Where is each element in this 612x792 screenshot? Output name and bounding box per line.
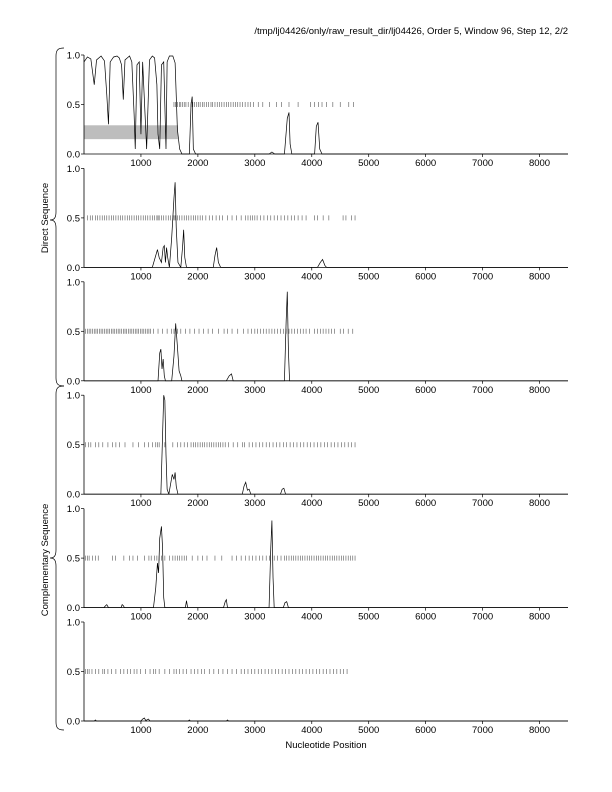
panel-4-y-tick-label: 0.5 <box>66 440 80 452</box>
panel-3-x-tick-label: 7000 <box>472 384 494 396</box>
panel-2-x-tick-label: 8000 <box>528 271 551 283</box>
panel-3-x-tick-label: 4000 <box>301 384 323 396</box>
panel-5-y-tick-label: 0.0 <box>66 603 80 615</box>
panel-5 <box>67 504 568 623</box>
complementary-sequence-label: Complementary Sequence <box>40 503 51 617</box>
panel-2-y-tick-label: 1.0 <box>66 163 80 175</box>
panel-2-x-tick-label: 2000 <box>187 271 209 283</box>
panel-1-x-tick-label: 4000 <box>301 158 323 169</box>
panel-4-x-tick-label: 3000 <box>244 498 266 510</box>
panel-2-x-tick-label: 1000 <box>130 271 152 283</box>
panel-5-x-tick-label: 5000 <box>358 611 380 623</box>
panel-3-x-tick-label: 5000 <box>358 384 380 396</box>
panel-1-y-tick-label: 0.5 <box>66 100 80 111</box>
panel-1-shaded-band <box>84 125 178 139</box>
panel-2-x-tick-label: 3000 <box>244 271 266 283</box>
panel-1-x-tick-label: 7000 <box>472 158 494 169</box>
panel-6-x-tick-label: 8000 <box>528 725 551 736</box>
panel-6-y-tick-label: 0.0 <box>66 716 80 728</box>
panel-1-x-tick-label: 5000 <box>358 158 380 169</box>
panel-1-x-tick-label: 1000 <box>130 158 152 169</box>
panel-1-y-tick-label: 0.0 <box>66 149 80 161</box>
panel-2-series-line <box>84 182 568 267</box>
panel-4-series-line <box>84 395 568 494</box>
panel-6-x-tick-label: 3000 <box>244 725 266 736</box>
panel-6-y-tick-label: 0.5 <box>66 667 80 678</box>
panel-6-x-tick-label: 2000 <box>187 725 209 736</box>
panel-4 <box>67 391 568 510</box>
panel-1-x-tick-label: 8000 <box>528 158 551 169</box>
panel-5-y-tick-label: 0.5 <box>66 553 80 565</box>
panel-3-x-tick-label: 3000 <box>244 384 266 396</box>
panel-4-y-tick-label: 1.0 <box>66 390 80 402</box>
panel-5-x-tick-label: 7000 <box>472 611 494 623</box>
panel-5-x-tick-label: 6000 <box>415 611 437 623</box>
panel-6-series-line <box>84 718 568 721</box>
panel-5-x-tick-label: 2000 <box>187 611 209 623</box>
direct-sequence-brace <box>50 48 64 386</box>
panel-5-x-tick-label: 8000 <box>528 611 551 623</box>
panel-4-x-tick-label: 7000 <box>472 498 494 510</box>
panel-1-x-tick-label: 2000 <box>187 158 209 169</box>
panel-5-x-tick-label: 4000 <box>301 611 323 623</box>
panel-2-x-tick-label: 6000 <box>415 271 437 283</box>
panels-layer <box>67 51 568 737</box>
panel-3-y-tick-label: 1.0 <box>66 277 80 289</box>
panel-3 <box>67 277 568 396</box>
direct-sequence-label: Direct Sequence <box>40 182 51 254</box>
panel-1-y-tick-label: 1.0 <box>66 50 80 62</box>
panel-4-x-tick-label: 4000 <box>301 498 323 510</box>
panel-6 <box>67 618 568 737</box>
complementary-sequence-brace <box>50 386 64 730</box>
panel-3-x-tick-label: 1000 <box>130 384 152 396</box>
panel-3-y-tick-label: 0.0 <box>66 376 80 388</box>
panel-6-x-tick-label: 7000 <box>472 725 494 736</box>
panel-3-x-tick-label: 8000 <box>528 384 551 396</box>
panel-6-x-tick-label: 1000 <box>130 725 152 736</box>
panel-1-series-line <box>84 56 568 154</box>
panel-4-x-tick-label: 5000 <box>358 498 380 510</box>
panel-1-x-tick-label: 6000 <box>415 158 437 169</box>
panel-1-x-tick-label: 3000 <box>244 158 266 169</box>
panel-3-x-tick-label: 6000 <box>415 384 437 396</box>
panel-5-series-line <box>84 520 568 607</box>
panel-2 <box>67 164 568 283</box>
panel-6-y-tick-label: 1.0 <box>66 617 80 629</box>
panel-4-x-tick-label: 6000 <box>415 498 437 510</box>
panel-5-y-tick-label: 1.0 <box>66 504 80 516</box>
panel-6-x-tick-label: 4000 <box>301 725 323 736</box>
x-axis-label: Nucleotide Position <box>285 740 367 751</box>
panel-4-x-tick-label: 8000 <box>528 498 551 510</box>
panel-3-y-tick-label: 0.5 <box>66 326 80 338</box>
panel-2-x-tick-label: 7000 <box>472 271 494 283</box>
panel-6-x-tick-label: 5000 <box>358 725 380 736</box>
panel-2-y-tick-label: 0.5 <box>66 213 80 225</box>
panel-3-x-tick-label: 2000 <box>187 384 209 396</box>
panel-6-x-tick-label: 6000 <box>415 725 437 736</box>
panel-4-x-tick-label: 1000 <box>130 498 152 510</box>
panel-2-x-tick-label: 4000 <box>301 271 323 283</box>
panel-4-y-tick-label: 0.0 <box>66 489 80 501</box>
panel-5-x-tick-label: 3000 <box>244 611 266 623</box>
panel-2-x-tick-label: 5000 <box>358 271 380 283</box>
panel-2-y-tick-label: 0.0 <box>66 262 80 274</box>
panel-5-x-tick-label: 1000 <box>130 611 152 623</box>
panel-3-series-line <box>84 292 568 381</box>
chart-title: /tmp/lj04426/only/raw_result_dir/lj04426, Order 5, Window 96, Step 12, 2/2 <box>254 26 568 37</box>
panel-1 <box>67 51 568 170</box>
panel-4-x-tick-label: 2000 <box>187 498 209 510</box>
